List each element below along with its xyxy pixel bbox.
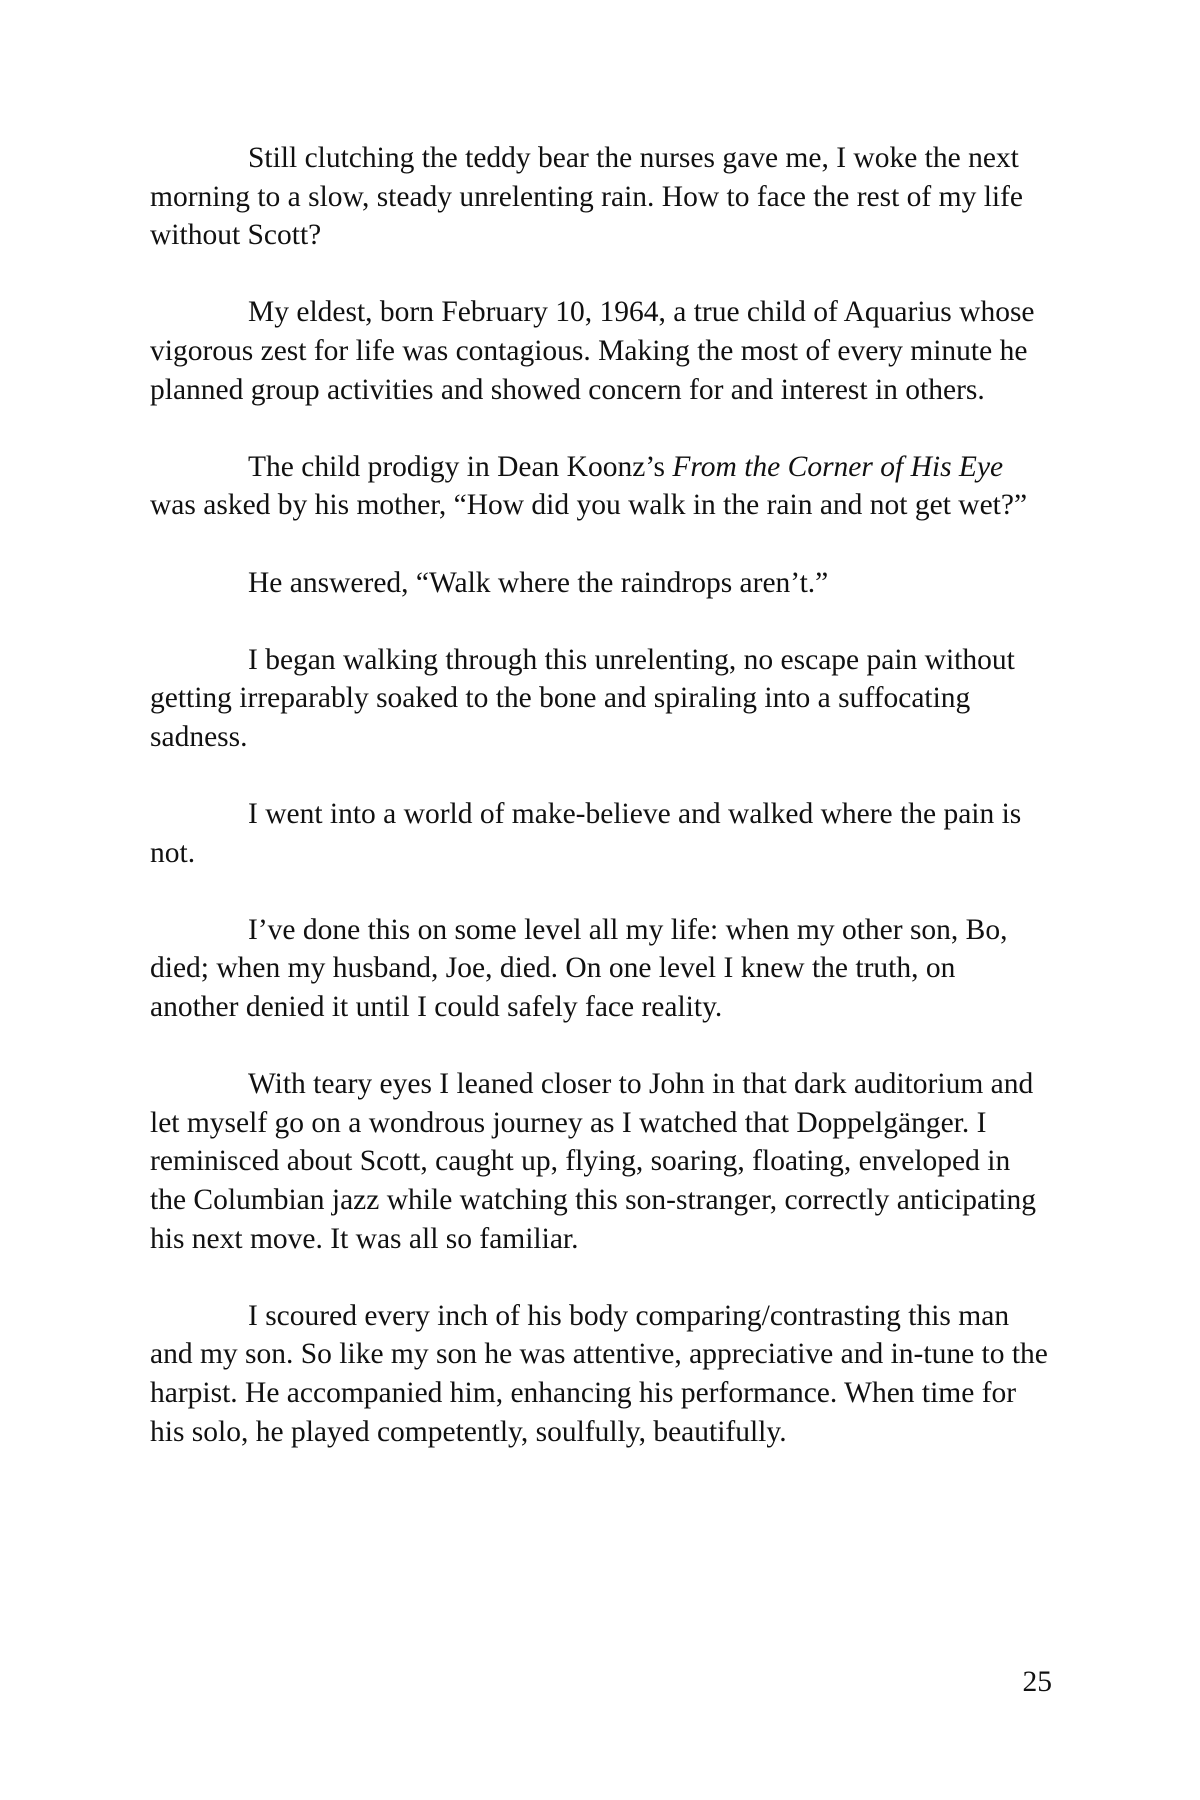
paragraph xyxy=(150,293,1050,409)
paragraph xyxy=(150,564,1050,603)
paragraph-text: was asked by his mother, “How did you walk in the rain and not get wet?” xyxy=(150,489,1028,522)
paragraph xyxy=(150,139,1050,255)
paragraph xyxy=(150,795,1050,872)
body-text xyxy=(150,139,1050,1490)
paragraph xyxy=(150,448,1050,525)
paragraph-text: My eldest, born February 10, 1964, a true child of Aquarius whose vigorous zest for life was contagious. Making the most of every minute he planned group activities and showed concern for and interest in others. xyxy=(150,296,1035,406)
paragraph xyxy=(150,641,1050,757)
paragraph-text: I scoured every inch of his body comparing/contrasting this man and my son. So like my son he was attentive, appreciative and in-tune to the harpist. He accompanied him, enhancing his performance. When time for his solo, he played competently, soulfully, beautifully. xyxy=(150,1299,1048,1448)
paragraph-text: I began walking through this unrelenting, no escape pain without getting irreparably soaked to the bone and spiraling into a suffocating sadness. xyxy=(150,643,1015,753)
paragraph-text: With teary eyes I leaned closer to John in that dark auditorium and let myself go on a wondrous journey as I watched that Doppelgänger. I reminisced about Scott, caught up, flying, soaring, floating, enveloped in the Columbian jazz while watching this son-stranger, correctly anticipating his next move. It was all so familiar. xyxy=(150,1068,1037,1255)
paragraph xyxy=(150,1065,1050,1258)
paragraph-text: I’ve done this on some level all my life: when my other son, Bo, died; when my husband, Joe, died. On one level I knew the truth, on another denied it until I could safely face reality. xyxy=(150,913,1008,1024)
paragraph-text: Still clutching the teddy bear the nurses gave me, I woke the next morning to a slow, steady unrelenting rain. How to face the rest of my life without Scott? xyxy=(150,142,1024,252)
paragraph-text: I went into a world of make-believe and walked where the pain is not. xyxy=(150,798,1022,869)
book-title: From the Corner of His Eye xyxy=(672,450,1004,483)
page-number: 25 xyxy=(1022,1666,1052,1698)
paragraph xyxy=(150,911,1050,1027)
paragraph-text: The child prodigy in Dean Koonz’s xyxy=(248,450,673,483)
paragraph xyxy=(150,1297,1050,1451)
paragraph-text: He answered, “Walk where the raindrops aren’t.” xyxy=(248,566,829,599)
